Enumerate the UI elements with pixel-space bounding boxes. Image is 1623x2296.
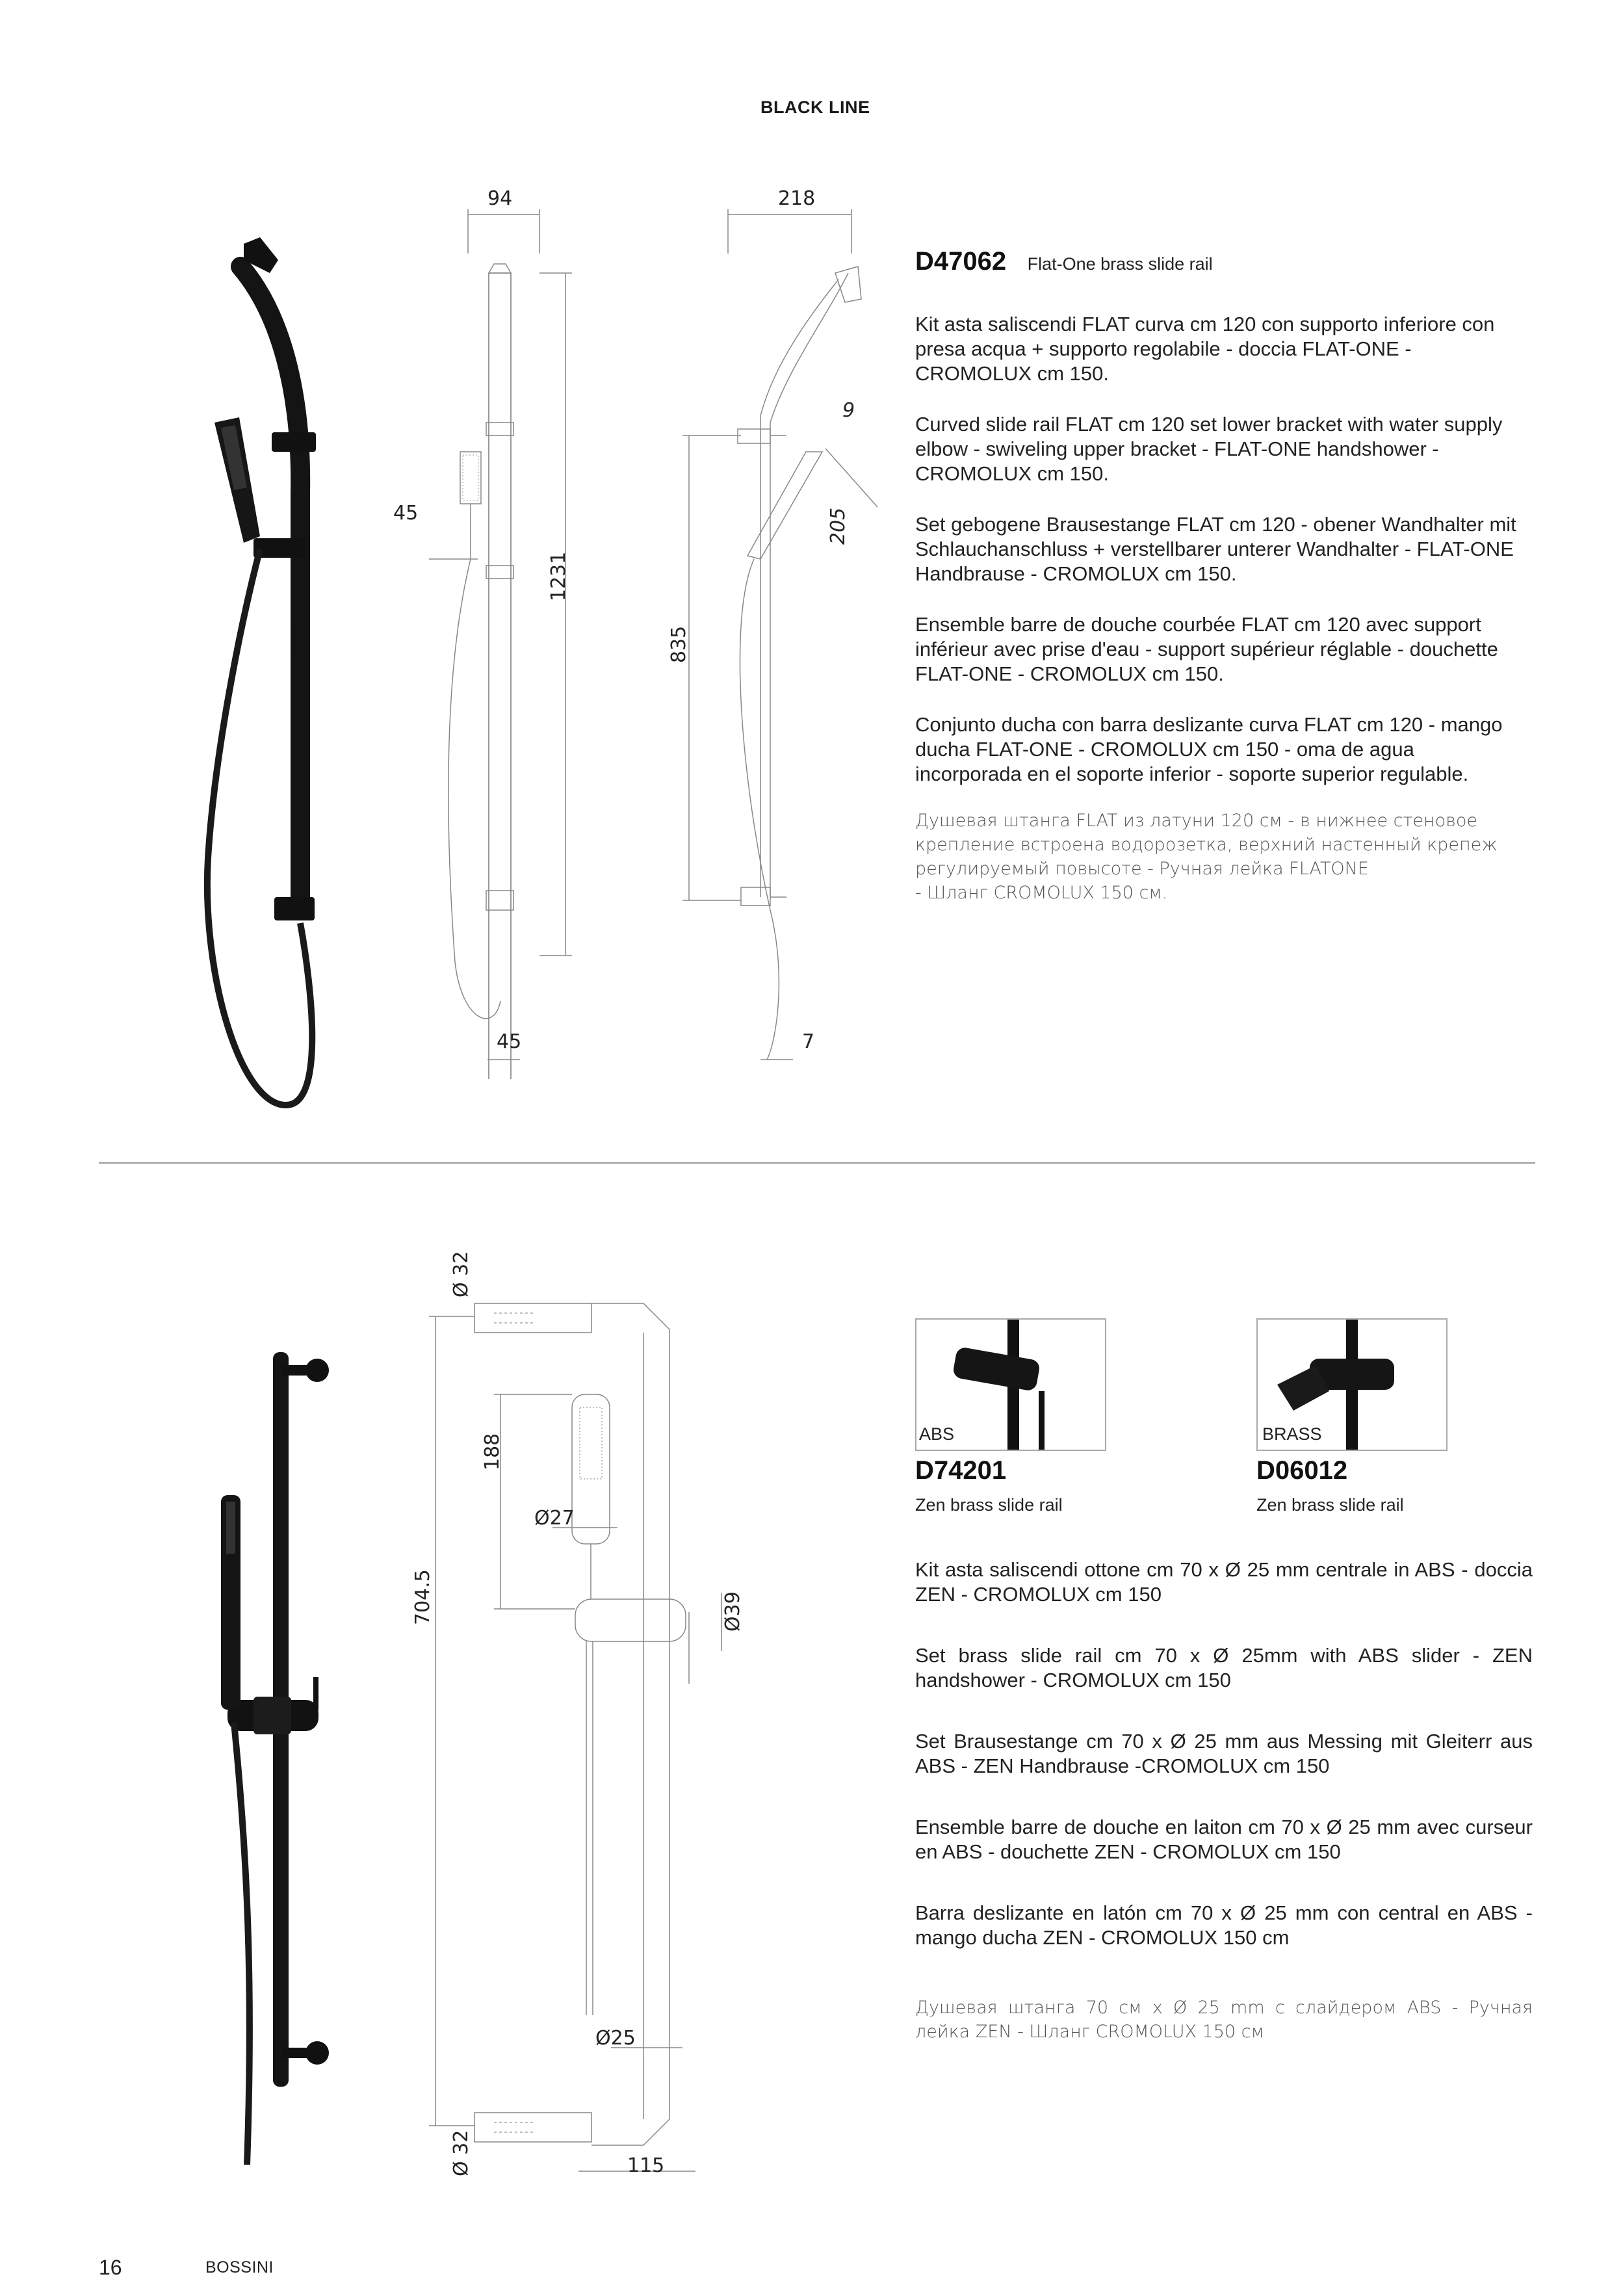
dim-side-height: 835 (668, 625, 690, 663)
product1-desc-es: Conjunto ducha con barra deslizante curva FLAT cm 120 - mango ducha FLAT-ONE - CROMOLUX cm 150 - oma de agua incorporada en el soporte inferior - soporte superior regulable. (915, 713, 1503, 785)
variant-name-abs: Zen brass slide rail (915, 1495, 1063, 1515)
product1-desc-ru (915, 809, 1539, 905)
technical-drawing-front (390, 195, 598, 1079)
variant-material-brass: BRASS (1262, 1424, 1322, 1444)
dim-top-bracket-dia: Ø 32 (450, 1251, 473, 1298)
ru-line: крепление встроена водорозетка, верхний настенный крепеж (915, 835, 1498, 855)
technical-drawing-side (663, 195, 910, 1079)
dim-offset-bottom: 7 (802, 1030, 815, 1053)
dim-total-height: 1231 (547, 551, 570, 601)
dim-bottom-width-front: 45 (497, 1030, 522, 1053)
footer-brand: BOSSINI (205, 2258, 274, 2276)
technical-drawing-zen (416, 1255, 754, 2178)
product2-desc-es: Barra deslizante en latón cm 70 x Ø 25 mm con central en ABS - mango ducha ZEN - CROMOLUX 150 cm (915, 1901, 1533, 1949)
variant-name-brass: Zen brass slide rail (1256, 1495, 1404, 1515)
section-title: BLACK LINE (760, 98, 870, 117)
dim-top-width-side: 218 (778, 187, 816, 210)
ru-line: - Шланг CROMOLUX 150 см. (915, 883, 1168, 903)
dim-head-length: 205 (827, 507, 850, 545)
variant-code-brass: D06012 (1256, 1456, 1348, 1485)
product2-desc-en: Set brass slide rail cm 70 x Ø 25mm with ABS slider - ZEN handshower - CROMOLUX cm 150 (915, 1644, 1533, 1691)
product1-name: Flat-One brass slide rail (1027, 254, 1213, 274)
product1-code: D47062 (915, 247, 1007, 276)
product1-desc-fr: Ensemble barre de douche courbée FLAT cm 120 avec support inférieur avec prise d'eau - support supérieur réglable - douchette FLAT-ONE - CROMOLUX cm 150. (915, 613, 1498, 685)
dim-slider-dia: Ø39 (721, 1591, 744, 1632)
dim-depth: 115 (627, 2154, 665, 2177)
dim-handshower-width: 45 (393, 502, 419, 525)
product2-desc-it: Kit asta saliscendi ottone cm 70 x Ø 25 mm centrale in ABS - doccia ZEN - CROMOLUX cm 150 (915, 1558, 1533, 1606)
page-number: 16 (99, 2256, 122, 2279)
product2-desc-ru: Душевая штанга 70 см х Ø 25 mm с слайдером ABS - Ручная лейка ZEN - Шланг CROMOLUX 150 см (915, 1998, 1533, 2042)
product2-desc-de: Set Brausestange cm 70 x Ø 25 mm aus Messing mit Gleiterr aus ABS - ZEN Handbrause -CROMOLUX cm 150 (915, 1730, 1533, 1777)
dim-rail-dia: Ø25 (595, 2027, 636, 2050)
dim-bottom-bracket-dia: Ø 32 (450, 2130, 473, 2176)
variant-code-abs: D74201 (915, 1456, 1007, 1485)
dim-offset-top: 9 (842, 399, 855, 422)
product1-desc-it: Kit asta saliscendi FLAT curva cm 120 con supporto inferiore con presa acqua + supporto regolabile - doccia FLAT-ONE - CROMOLUX cm 150. (915, 313, 1495, 385)
dim-handshower-dia: Ø27 (534, 1507, 575, 1530)
product2-desc-fr: Ensemble barre de douche en laiton cm 70 x Ø 25 mm avec curseur en ABS - douchette ZEN - CROMOLUX cm 150 (915, 1816, 1533, 1863)
dim-top-width-front: 94 (487, 187, 513, 210)
ru-line: Душевая штанга FLAT из латуни 120 см - в нижнее стеновое (915, 811, 1478, 831)
product1-desc-en: Curved slide rail FLAT cm 120 set lower bracket with water supply elbow - swiveling upper bracket - FLAT-ONE handshower - CROMOLUX cm 150. (915, 413, 1503, 485)
product1-header (915, 247, 1513, 276)
product1-desc-de: Set gebogene Brausestange FLAT cm 120 - obener Wandhalter mit Schlauchanschluss + verstellbarer unterer Wandhalter - FLAT-ONE Handbrause - CROMOLUX cm 150. (915, 513, 1516, 585)
dim-total-height-2: 704.5 (411, 1569, 434, 1625)
product-photo-flat-rail (162, 221, 370, 1131)
ru-line: регулируемый повысоте - Ручная лейка FLATONE (915, 859, 1369, 879)
variant-material-abs: ABS (919, 1424, 955, 1444)
dim-handshower-length: 188 (481, 1433, 504, 1470)
product-photo-zen-rail (208, 1333, 364, 2178)
section-divider (99, 1162, 1535, 1164)
